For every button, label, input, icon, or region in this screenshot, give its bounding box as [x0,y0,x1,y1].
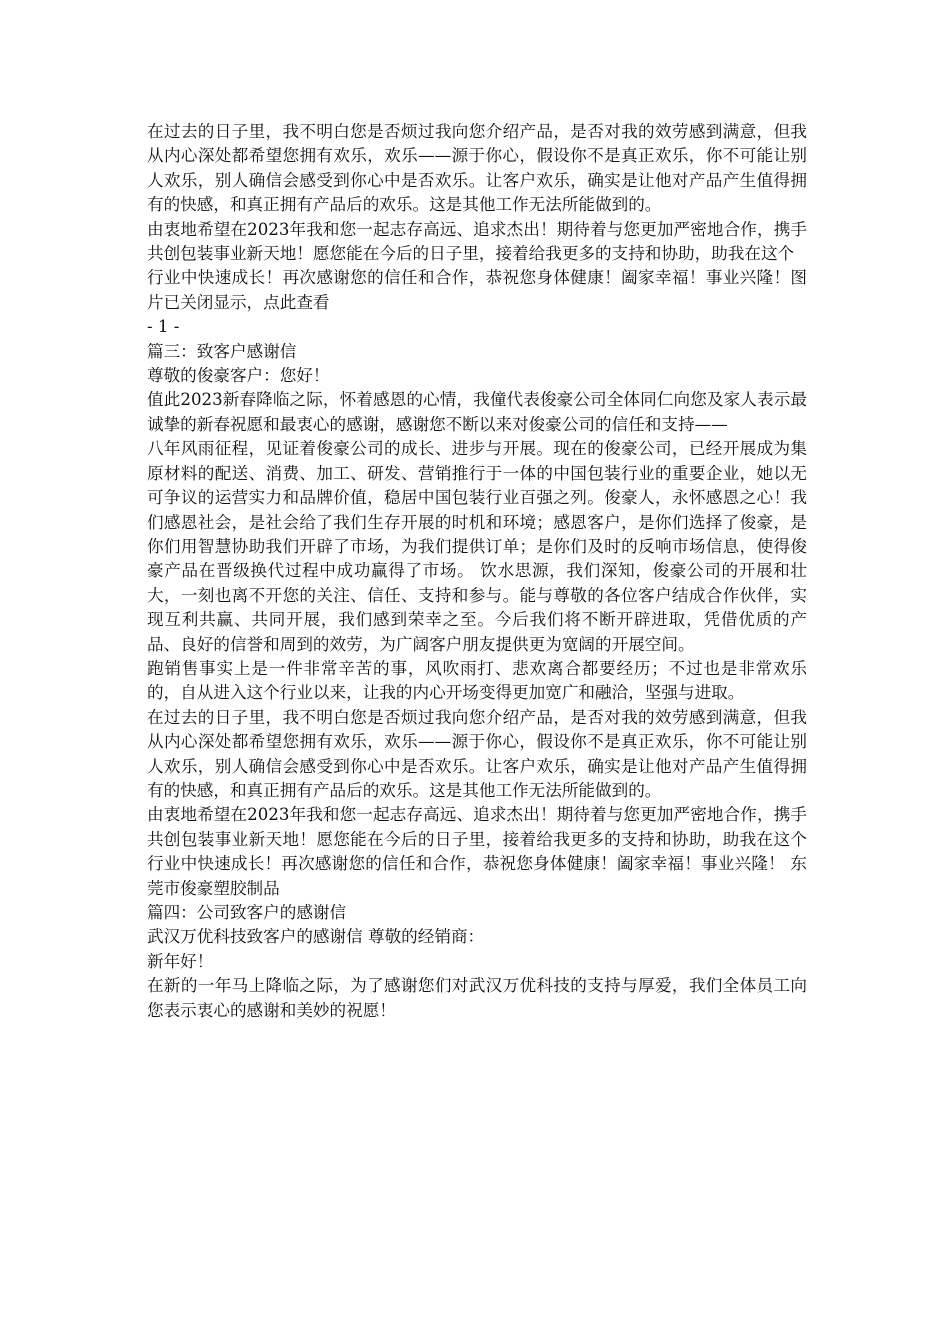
section-heading: 篇四：公司致客户的感谢信 [147,903,347,922]
greeting: 新年好！ [147,951,214,971]
page-number: - 1 - [147,317,180,337]
paragraph: 行业中快速成长！再次感谢您的信任和合作，恭祝您身体健康！阖家幸福！事业兴隆！图片已关闭显示，点此查看 [147,268,807,312]
paragraph: 由衷地希望在2023年我和您一起志存高远、追求杰出！期待着与您更加严密地合作，携手共创包装事业新天地！愿您能在今后的日子里，接着给我更多的支持和协助，助我在这个 [147,219,807,264]
paragraph: 在新的一年马上降临之际，为了感谢您们对武汉万优科技的支持与厚爱，我们全体员工向您表示衷心的感谢和美妙的祝愿！ [147,976,807,1020]
salutation: 武汉万优科技致客户的感谢信 尊敬的经销商： [147,927,485,947]
paragraph: 在过去的日子里，我不明白您是否烦过我向您介绍产品，是否对我的效劳感到满意，但我从内心深处都希望您拥有欢乐，欢乐——源于你心，假设你不是真正欢乐，你不可能让别人欢乐，别人确信会感受到你心中是否欢乐。让客户欢乐，确实是让他对产品产生值得拥有的快感，和真正拥有产品后的欢乐。这是其他工作无法所能做到的。 [147,707,807,800]
paragraph: 在过去的日子里，我不明白您是否烦过我向您介绍产品，是否对我的效劳感到满意，但我从内心深处都希望您拥有欢乐，欢乐——源于你心，假设你不是真正欢乐，你不可能让别人欢乐，别人确信会感受到你心中是否欢乐。让客户欢乐，确实是让他对产品产生值得拥有的快感，和真正拥有产品后的欢乐。这是其他工作无法所能做到的。 [147,122,807,215]
section-heading: 篇三：致客户感谢信 [147,341,297,361]
salutation: 尊敬的俊豪客户：您好！ [147,366,330,386]
paragraph: 值此2023新春降临之际，怀着感恩的心情，我僮代表俊豪公司全体同仁向您及家人表示最诚挚的新春祝愿和最衷心的感谢，感谢您不断以来对俊豪公司的信任和支持—— [147,390,807,434]
paragraph: 八年风雨征程，见证着俊豪公司的成长、进步与开展。现在的俊豪公司，已经开展成为集原材料的配送、消费、加工、研发、营销推行于一体的中国包装行业的重要企业，她以无可争议的运营实力和品牌价值，稳居中国包装行业百强之列。俊豪人，永怀感恩之心！我们感恩社会，是社会给了我们生存开展的时机和环境；感恩客户，是你们选择了俊豪，是你们用智慧协助我们开辟了市场，为我们提供订单；是你们及时的反响市场信息，使得俊豪产品在晋级换代过程中成功赢得了市场。 饮水思源，我们深知，俊豪公司的开展和壮大，一刻也离不开您的关注、信任、支持和参与。能与尊敬的各位客户结成合作伙伴，实现互利共赢、共同开展，我们感到荣幸之至。今后我们将不断开辟进取，凭借优质的产品、良好的信誉和周到的效劳，为广阔客户朋友提供更为宽阔的开展空间。 [147,439,807,654]
paragraph: 跑销售事实上是一件非常辛苦的事，风吹雨打、悲欢离合都要经历；不过也是非常欢乐的，自从进入这个行业以来，让我的内心开场变得更加宽广和融洽，坚强与进取。 [147,658,807,703]
document-body [147,120,807,1023]
paragraph: 由衷地希望在2023年我和您一起志存高远、追求杰出！期待着与您更加严密地合作，携手共创包装事业新天地！愿您能在今后的日子里，接着给我更多的支持和协助，助我在这个行业中快速成长！再次感谢您的信任和合作，恭祝您身体健康！阖家幸福！事业兴隆！ 东莞市俊豪塑胶制品 [147,805,807,898]
